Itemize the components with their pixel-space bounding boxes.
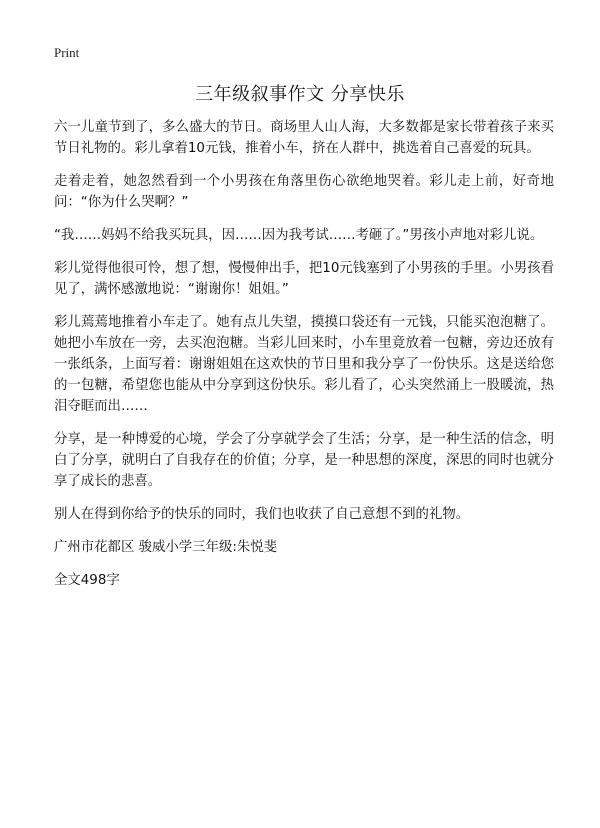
article-body (54, 117, 554, 603)
paragraph-1: 六一儿童节到了，多么盛大的节日。商场里人山人海，大多数都是家长带着孩子来买节日礼物的。彩儿拿着10元钱，推着小车，挤在人群中，挑选着自己喜爱的玩具。 (54, 120, 554, 156)
print-link[interactable]: Print (54, 45, 80, 60)
paragraph-3: “我……妈妈不给我买玩具，因……因为我考试……考砸了。”男孩小声地对彩儿说。 (54, 228, 544, 243)
paragraph-4: 彩儿觉得他很可怜，想了想，慢慢伸出手，把10元钱塞到了小男孩的手里。小男孩看见了，满怀感激地说：“谢谢你！姐姐。” (54, 261, 554, 297)
paragraph-2: 走着走着，她忽然看到一个小男孩在角落里伤心欲绝地哭着。彩儿走上前，好奇地问：“你为什么哭啊？” (54, 174, 554, 210)
article-title: 三年级叙事作文 分享快乐 (195, 84, 405, 105)
paragraph-7: 别人在得到你给予的快乐的同时，我们也收获了自己意想不到的礼物。 (54, 507, 470, 522)
word-count: 全文498字 (54, 573, 120, 588)
author-line: 广州市花都区 骏威小学三年级:朱悦斐 (54, 540, 278, 555)
paragraph-5: 彩儿蔫蔫地推着小车走了。她有点儿失望，摸摸口袋还有一元钱，只能买泡泡糖了。她把小车放在一旁，去买泡泡糖。当彩儿回来时，小车里竟放着一包糖，旁边还放有一张纸条，上面写着：谢谢姐姐在这欢快的节日里和我分享了一份快乐。这是送给您的一包糖，希望您也能从中分享到这份快乐。彩儿看了，心头突然涌上一股暖流，热泪夺眶而出…… (54, 315, 554, 414)
paragraph-6: 分享，是一种博爱的心境，学会了分享就学会了生活；分享，是一种生活的信念，明白了分享，就明白了自我存在的价值；分享，是一种思想的深度，深思的同时也就分享了成长的悲喜。 (54, 432, 554, 489)
